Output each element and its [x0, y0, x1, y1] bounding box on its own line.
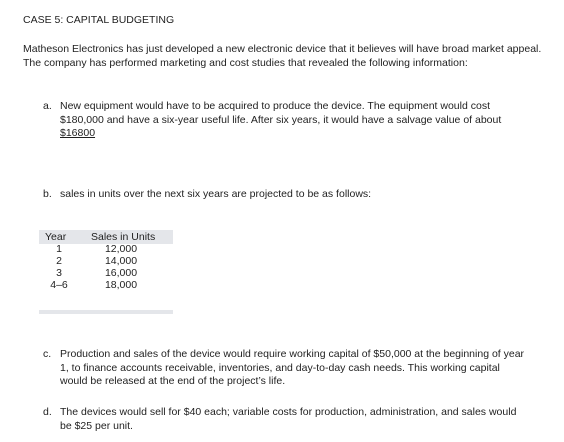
- year-cell: 2: [56, 255, 62, 267]
- column-header-year: Year: [45, 231, 67, 243]
- year-cell: 1: [56, 243, 62, 255]
- column-header-sales: Sales in Units: [91, 231, 156, 243]
- sales-cell: 16,000: [104, 267, 138, 279]
- list-marker: c.: [43, 348, 52, 360]
- list-marker: b.: [43, 188, 52, 200]
- list-marker: d.: [43, 406, 52, 418]
- list-item-text: The devices would sell for $40 each; variable costs for production, administration, and sales would be $25 per unit.: [60, 406, 517, 432]
- sales-table: [39, 230, 173, 292]
- table-header: [39, 230, 173, 244]
- sales-cell: 14,000: [104, 255, 138, 267]
- salvage-value-link[interactable]: $16800: [60, 127, 96, 139]
- year-cell: 4–6: [50, 279, 68, 291]
- year-cell: 3: [56, 267, 62, 279]
- table-footer-bar: [39, 310, 173, 314]
- list-item-text: New equipment would have to be acquired to produce the device. The equipment would cost $180,000 and have a six-year useful life. After six years, it would have a salvage value of about $16800: [60, 100, 502, 139]
- list-marker: a.: [43, 100, 52, 112]
- list-item-text: sales in units over the next six years are projected to be as follows:: [60, 188, 372, 200]
- sales-cell: 12,000: [104, 243, 138, 255]
- intro-paragraph: Matheson Electronics has just developed a new electronic device that it believes will have broad market appeal. The company has performed marketing and cost studies that revealed the following information:: [23, 43, 542, 69]
- list-item-text: Production and sales of the device would require working capital of $50,000 at the beginning of year 1, to finance accounts receivable, inventories, and day-to-day cash needs. This working capital would be released at the end of the project’s life.: [60, 348, 525, 387]
- table-row: [39, 280, 173, 292]
- case-title: CASE 5: CAPITAL BUDGETING: [23, 14, 175, 26]
- sales-cell: 18,000: [104, 279, 138, 291]
